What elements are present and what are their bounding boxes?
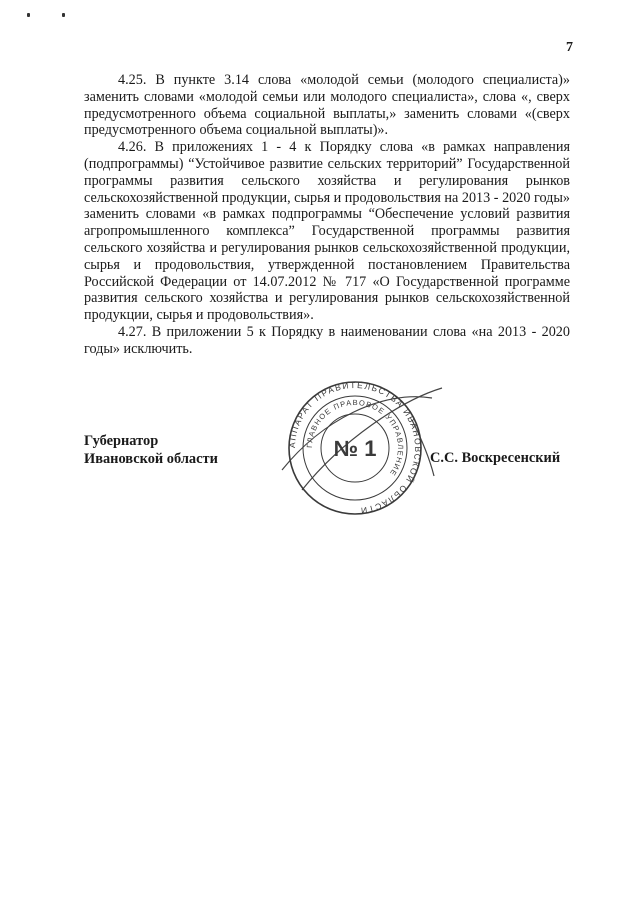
scan-mark (62, 13, 65, 17)
seal-center-number: № 1 (333, 436, 377, 461)
page-number: 7 (566, 40, 573, 55)
signer-title-line1: Губернатор (84, 433, 159, 449)
signer-name: С.С. Воскресенский (430, 450, 561, 466)
paragraph-4-25: 4.25. В пункте 3.14 слова «молодой семьи (молодого специалиста)» заменить словами «молодой семьи или молодого специалиста», слова «, сверх предусмотренного объема социальной выплаты,» заменить словами «(сверх предусмотренного объема социальной выплаты)». (84, 72, 570, 139)
official-seal (262, 380, 448, 516)
document-body (84, 72, 570, 358)
paragraph-4-26: 4.26. В приложениях 1 - 4 к Порядку слова «в рамках направления (подпрограммы) “Устойчивое развитие сельских территорий” Государственной программы развития сельского хозяйства и регулирования рынков сельскохозяйственной продукции, сырья и продовольствия на 2013 - 2020 годы» заменить словами «в рамках подпрограммы “Обеспечение условий развития агропромышленного комплекса” Государственной программы развития сельского хозяйства и регулирования рынков сельскохозяйственной продукции, сырья и продовольствия, утвержденной постановлением Правительства Российской Федерации от 14.07.2012 № 717 «О Государственной программе развития сельского хозяйства и регулирования рынков сельскохозяйственной продукции, сырья и продовольствия». (84, 139, 570, 324)
paragraph-4-27: 4.27. В приложении 5 к Порядку в наименовании слова «на 2013 - 2020 годы» исключить. (84, 323, 570, 357)
scan-mark (27, 13, 30, 17)
seal-outer-text: АППАРАТ ПРАВИТЕЛЬСТВА ИВАНОВСКОЙ ОБЛАСТИ (286, 380, 424, 516)
seal-inner-text: ГЛАВНОЕ ПРАВОВОЕ УПРАВЛЕНИЕ (304, 397, 406, 479)
signature-position (84, 432, 218, 468)
signer-title-line2: Ивановской области (84, 451, 218, 467)
seal-graphic (262, 380, 448, 516)
